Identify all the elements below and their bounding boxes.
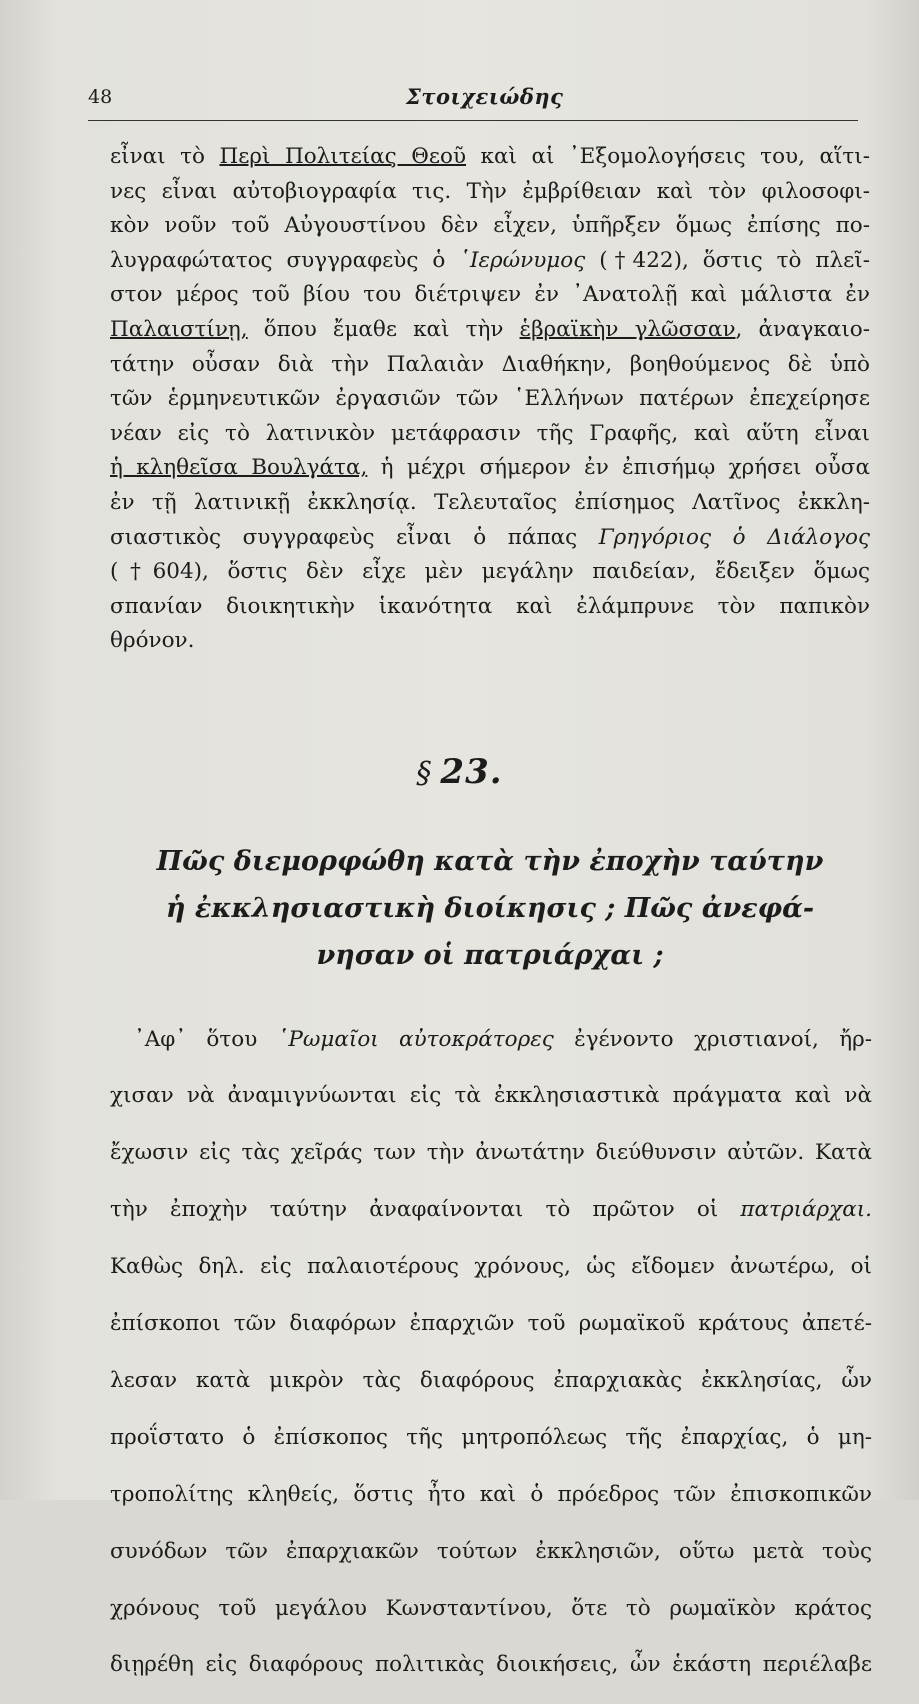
text-line: Καθὼς δηλ. εἰς παλαιοτέρους χρόνους, ὡς εἴδομεν ἀνωτέρω, οἱ <box>110 1254 872 1280</box>
text-line: εἶναι τὸ Περὶ Πολιτείας Θεοῦ καὶ αἱ ᾿Εξομολογήσεις του, αἵτι- <box>110 144 870 169</box>
section-sign: § <box>416 756 433 791</box>
italic-phrase: πατριάρχαι. <box>740 1197 872 1223</box>
underlined-phrase: Περὶ Πολιτείας Θεοῦ <box>219 144 467 169</box>
section-title-line: Πῶς διεμορφώθη κατὰ τὴν ἐποχὴν ταύτην <box>156 846 824 877</box>
text-line: ἐν τῇ λατινικῇ ἐκκλησίᾳ. Τελευταῖος ἐπίσημος Λατῖνος ἐκκλη- <box>110 489 870 515</box>
text-line: ἐπίσκοποι τῶν διαφόρων ἐπαρχιῶν τοῦ ρωμαϊκοῦ κράτους ἀπετέ- <box>110 1311 872 1337</box>
text-line: τὴν ἐποχὴν ταύτην ἀναφαίνονται τὸ πρῶτον οἱ πατριάρχαι. <box>110 1197 872 1223</box>
text-line: τάτην οὖσαν διὰ τὴν Παλαιὰν Διαθήκην, βοηθούμενος δὲ ὑπὸ <box>110 351 870 377</box>
section-number <box>0 752 919 792</box>
text-line: λεσαν κατὰ μικρὸν τὰς διαφόρους ἐπαρχιακὰς ἐκκλησίας, ὧν <box>110 1367 872 1393</box>
text-line: σιαστικὸς συγγραφεὺς εἶναι ὁ πάπας Γρηγόριος ὁ Διάλογος <box>110 524 871 550</box>
text-line: ᾿Αφ᾿ ὅτου ῾Ρωμαῖοι αὐτοκράτορες ἐγένοντο χριστιανοί, ἤρ- <box>134 1026 872 1052</box>
text-line: συνόδων τῶν ἐπαρχιακῶν τούτων ἐκκλησιῶν, οὕτω μετὰ τοὺς <box>110 1538 872 1564</box>
section-paragraph <box>110 1000 872 1704</box>
text-line: ἡ κληθεῖσα Βουλγάτα, ἡ μέχρι σήμερον ἐν ἐπισήμῳ χρήσει οὖσα <box>110 455 870 481</box>
page-header <box>88 78 858 126</box>
text-line: (†604), ὅστις δὲν εἶχε μὲν μεγάλην παιδείαν, ἔδειξεν ὅμως <box>110 559 870 585</box>
text-line: σπανίαν διοικητικὴν ἱκανότητα καὶ ἐλάμπρυνε τὸν παπικὸν <box>110 593 870 619</box>
section-title <box>150 838 830 979</box>
underlined-phrase: ἑβραϊκὴν γλῶσσαν <box>519 316 736 342</box>
text-line: λυγραφώτατος συγγραφεὺς ὁ ῾Ιερώνυμος (†422), ὅστις τὸ πλεῖ- <box>110 247 870 273</box>
text-line: θρόνον. <box>110 628 195 654</box>
header-rule <box>88 120 858 121</box>
text-line: νέαν εἰς τὸ λατινικὸν μετάφρασιν τῆς Γραφῆς, καὶ αὕτη εἶναι <box>110 420 870 446</box>
italic-name: ῾Ιερώνυμος <box>459 247 586 273</box>
section-number-value: 23. <box>440 752 503 792</box>
section-title-line: ἡ ἐκκλησιαστικὴ διοίκησις ; Πῶς ἀνεφά- <box>165 893 815 924</box>
page-number: 48 <box>88 86 113 108</box>
text-line: νες εἶναι αὐτοβιογραφία τις. Τὴν ἐμβρίθειαν καὶ τὸν φιλοσοφι- <box>110 178 870 204</box>
running-title: Στοιχειώδης <box>406 84 564 109</box>
text-line: τροπολίτης κληθείς, ὅστις ἦτο καὶ ὁ πρόεδρος τῶν ἐπισκοπικῶν <box>110 1481 872 1507</box>
text-line: προΐστατο ὁ ἐπίσκοπος τῆς μητροπόλεως τῆς ἐπαρχίας, ὁ μη- <box>110 1424 872 1450</box>
text-line: χισαν νὰ ἀναμιγνύωνται εἰς τὰ ἐκκλησιαστικὰ πράγματα καὶ νὰ <box>110 1083 872 1109</box>
section-title-line: νησαν οἱ πατριάρχαι ; <box>316 940 664 971</box>
italic-phrase: ῾Ρωμαῖοι αὐτοκράτορες <box>277 1026 554 1052</box>
text-line: στον μέρος τοῦ βίου του διέτριψεν ἐν ᾿Ανατολῇ καὶ μάλιστα ἐν <box>110 282 870 308</box>
text-line: χρόνους τοῦ μεγάλου Κωνσταντίνου, ὅτε τὸ ρωμαϊκὸν κράτος <box>110 1595 872 1621</box>
text-line: Παλαιστίνῃ, ὅπου ἔμαθε καὶ τὴν ἑβραϊκὴν γλῶσσαν, ἀναγκαιο- <box>110 316 870 342</box>
paragraph-continuation <box>110 140 870 659</box>
text-line: κὸν νοῦν τοῦ Αὐγουστίνου δὲν εἶχεν, ὑπῆρξεν ὅμως ἐπίσης πο- <box>110 213 870 239</box>
text-line: τῶν ἑρμηνευτικῶν ἐργασιῶν τῶν ῾Ελλήνων πατέρων ἐπεχείρησε <box>110 386 870 412</box>
underlined-phrase: Παλαιστίνῃ, <box>110 316 248 342</box>
text-line: διῃρέθη εἰς διαφόρους πολιτικὰς διοικήσεις, ὧν ἑκάστη περιέλαβε <box>110 1652 872 1678</box>
underlined-phrase: ἡ κληθεῖσα Βουλγάτα, <box>110 455 368 481</box>
text-line: ἔχωσιν εἰς τὰς χεῖράς των τὴν ἀνωτάτην διεύθυνσιν αὐτῶν. Κατὰ <box>110 1140 872 1166</box>
italic-name: Γρηγόριος ὁ Διάλογος <box>598 524 871 550</box>
